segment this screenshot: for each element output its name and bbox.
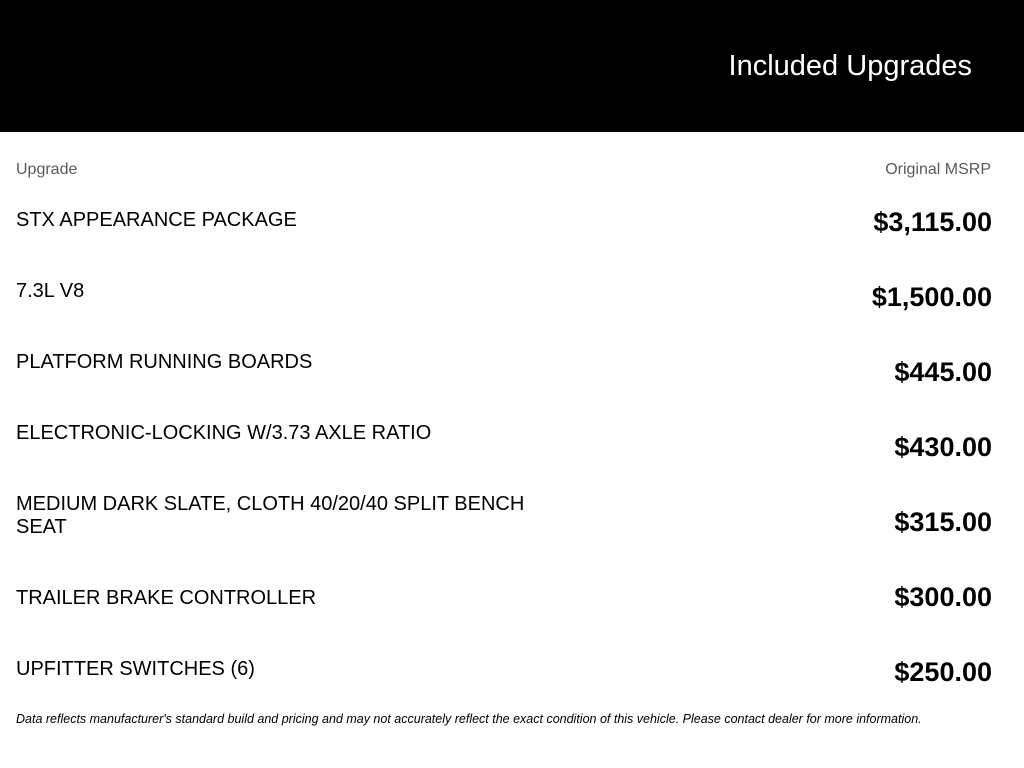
upgrade-name: STX APPEARANCE PACKAGE [16, 209, 297, 231]
upgrade-name: ELECTRONIC-LOCKING W/3.73 AXLE RATIO [16, 422, 432, 444]
page-title: Included Upgrades [728, 50, 972, 82]
upgrade-name: 7.3L V8 [16, 280, 85, 302]
upgrade-price: $430.00 [894, 432, 992, 462]
upgrade-price: $300.00 [894, 582, 992, 612]
upgrade-name: TRAILER BRAKE CONTROLLER [16, 587, 317, 609]
upgrade-price: $250.00 [894, 657, 992, 687]
disclaimer-text: Data reflects manufacturer's standard build and pricing and may not accurately reflect the exact condition of this vehicle. Please contact dealer for more information. [16, 712, 922, 726]
column-header-upgrade: Upgrade [16, 161, 78, 178]
upgrade-name: MEDIUM DARK SLATE, CLOTH 40/20/40 SPLIT BENCH SEAT [16, 493, 525, 538]
upgrade-name: UPFITTER SWITCHES (6) [16, 658, 255, 680]
upgrade-price: $315.00 [894, 507, 992, 537]
upgrade-price: $1,500.00 [871, 282, 992, 312]
upgrade-price: $445.00 [894, 357, 992, 387]
header-bar [0, 0, 1024, 132]
upgrade-name: PLATFORM RUNNING BOARDS [16, 351, 313, 373]
column-header-msrp: Original MSRP [885, 161, 991, 178]
upgrade-price: $3,115.00 [873, 207, 992, 237]
